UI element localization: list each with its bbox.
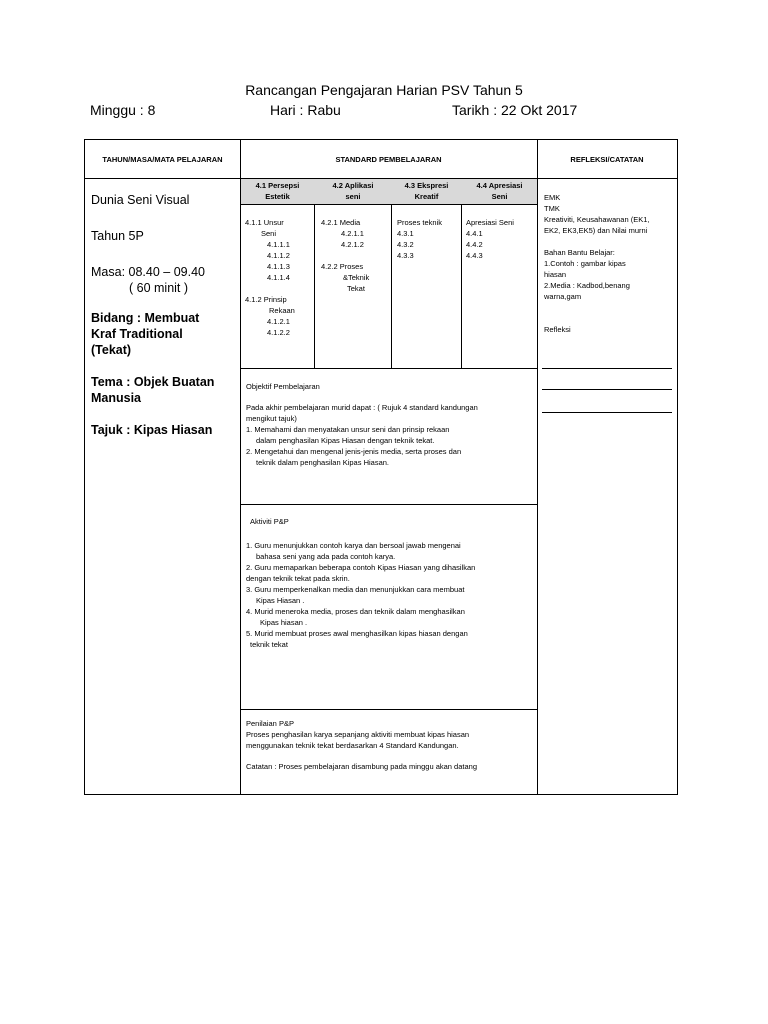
aktiviti-heading: Aktiviti P&P <box>250 517 289 526</box>
std-col-4-1: 4.1.1 Unsur Seni 4.1.1.1 4.1.1.2 4.1.1.3 4.1.1.4 4.1.2 Prinsip Rekaan 4.1.2.1 4.1.2.2 <box>245 218 295 337</box>
divider <box>240 140 241 794</box>
bidang-line-3: (Tekat) <box>91 343 132 357</box>
tema-line-2: Manusia <box>91 391 142 405</box>
bidang-line-1: Bidang : Membuat <box>91 311 200 325</box>
divider <box>537 140 538 794</box>
tajuk-text: Tajuk : Kipas Hiasan <box>91 423 213 437</box>
refleksi-panel: EMK TMK Kreativiti, Keusahawanan (EK1, EK2, EK3,EK5) dan Nilai murni Bahan Bantu Belajar: 1.Contoh : gambar kipas hiasan 2.Media : Kadbod,benang warna,gam Refleksi <box>544 192 676 335</box>
std-header-4-2: 4.2 Aplikasi seni <box>332 181 374 201</box>
aktiviti-section: Aktiviti P&P 1. Guru menunjukkan contoh karya dan bersoal jawab mengenai bahasa seni yang ada pada contoh karya. 2. Guru memaparkan beberapa contoh Kipas Hiasan yang dihasilkan dengan teknik tekat pada skrin. 3. Guru memperkenalkan media dan menunjukkan cara membuat Kipas Hiasan . 4. Murid meneroka media, proses dan teknik dalam menghasilkan Kipas hiasan . 5. Murid membuat proses awal menghasilkan kipas hiasan dengan teknik tekat <box>246 516 536 650</box>
divider <box>240 368 537 369</box>
class-text: Tahun 5P <box>91 229 144 243</box>
catatan-text: Catatan : Proses pembelajaran disambung pada minggu akan datang <box>246 762 477 771</box>
std-col-4-3: Proses teknik 4.3.1 4.3.2 4.3.3 <box>397 218 443 260</box>
column-header: STANDARD PEMBELAJARAN <box>335 154 442 164</box>
tarikh-label: Tarikh : 22 Okt 2017 <box>452 102 578 118</box>
penilaian-heading: Penilaian P&P <box>246 719 294 728</box>
tema-line-1: Tema : Objek Buatan <box>91 375 215 389</box>
penilaian-section: Penilaian P&P Proses penghasilan karya sepanjang aktiviti membuat kipas hiasan menggunakan teknik tekat berdasarkan 4 Standard Kandungan. Catatan : Proses pembelajaran disambung pada minggu akan datang <box>246 718 536 772</box>
objektif-section: Objektif Pembelajaran Pada akhir pembelajaran murid dapat : ( Rujuk 4 standard kandungan mengikut tajuk) 1. Memahami dan menyatakan unsur seni dan prinsip rekaan dalam penghasilan Kipas Hiasan dengan teknik tekat. 2. Mengetahui dan mengenal jenis-jenis media, serta proses dan teknik dalam penghasilan Kipas Hiasan. <box>246 381 536 468</box>
duration-text: ( 60 minit ) <box>129 281 189 295</box>
std-col-4-2: 4.2.1 Media 4.2.1.1 4.2.1.2 4.2.2 Proses &Teknik Tekat <box>321 218 370 293</box>
left-panel <box>91 192 239 438</box>
subject-text: Dunia Seni Visual <box>91 193 190 207</box>
page-title: Rancangan Pengajaran Harian PSV Tahun 5 <box>245 82 523 98</box>
divider <box>240 709 537 710</box>
divider <box>314 178 315 368</box>
bidang-line-2: Kraf Traditional <box>91 327 183 341</box>
divider <box>240 504 537 505</box>
std-header-4-1: 4.1 Persepsi Estetik <box>255 181 300 201</box>
divider <box>461 178 462 368</box>
divider <box>240 204 537 205</box>
minggu-label: Minggu : 8 <box>90 102 156 118</box>
refleksi-heading: Refleksi <box>544 325 571 334</box>
divider <box>391 178 392 368</box>
std-header-4-4: 4.4 Apresiasi Seni <box>476 181 523 201</box>
column-header: TAHUN/MASA/MATA PELAJARAN <box>102 154 223 164</box>
objektif-heading: Objektif Pembelajaran <box>246 382 320 391</box>
hari-label: Hari : Rabu <box>270 102 341 118</box>
column-header: REFLEKSI/CATATAN <box>570 154 644 164</box>
writing-line <box>542 389 672 390</box>
masa-text: Masa: 08.40 – 09.40 <box>91 265 205 279</box>
writing-line <box>542 368 672 369</box>
std-header-4-3: 4.3 Ekspresi Kreatif <box>404 181 449 201</box>
lesson-plan-table <box>84 139 678 795</box>
writing-line <box>542 412 672 413</box>
std-col-4-4: Apresiasi Seni 4.4.1 4.4.2 4.4.3 <box>466 218 514 260</box>
